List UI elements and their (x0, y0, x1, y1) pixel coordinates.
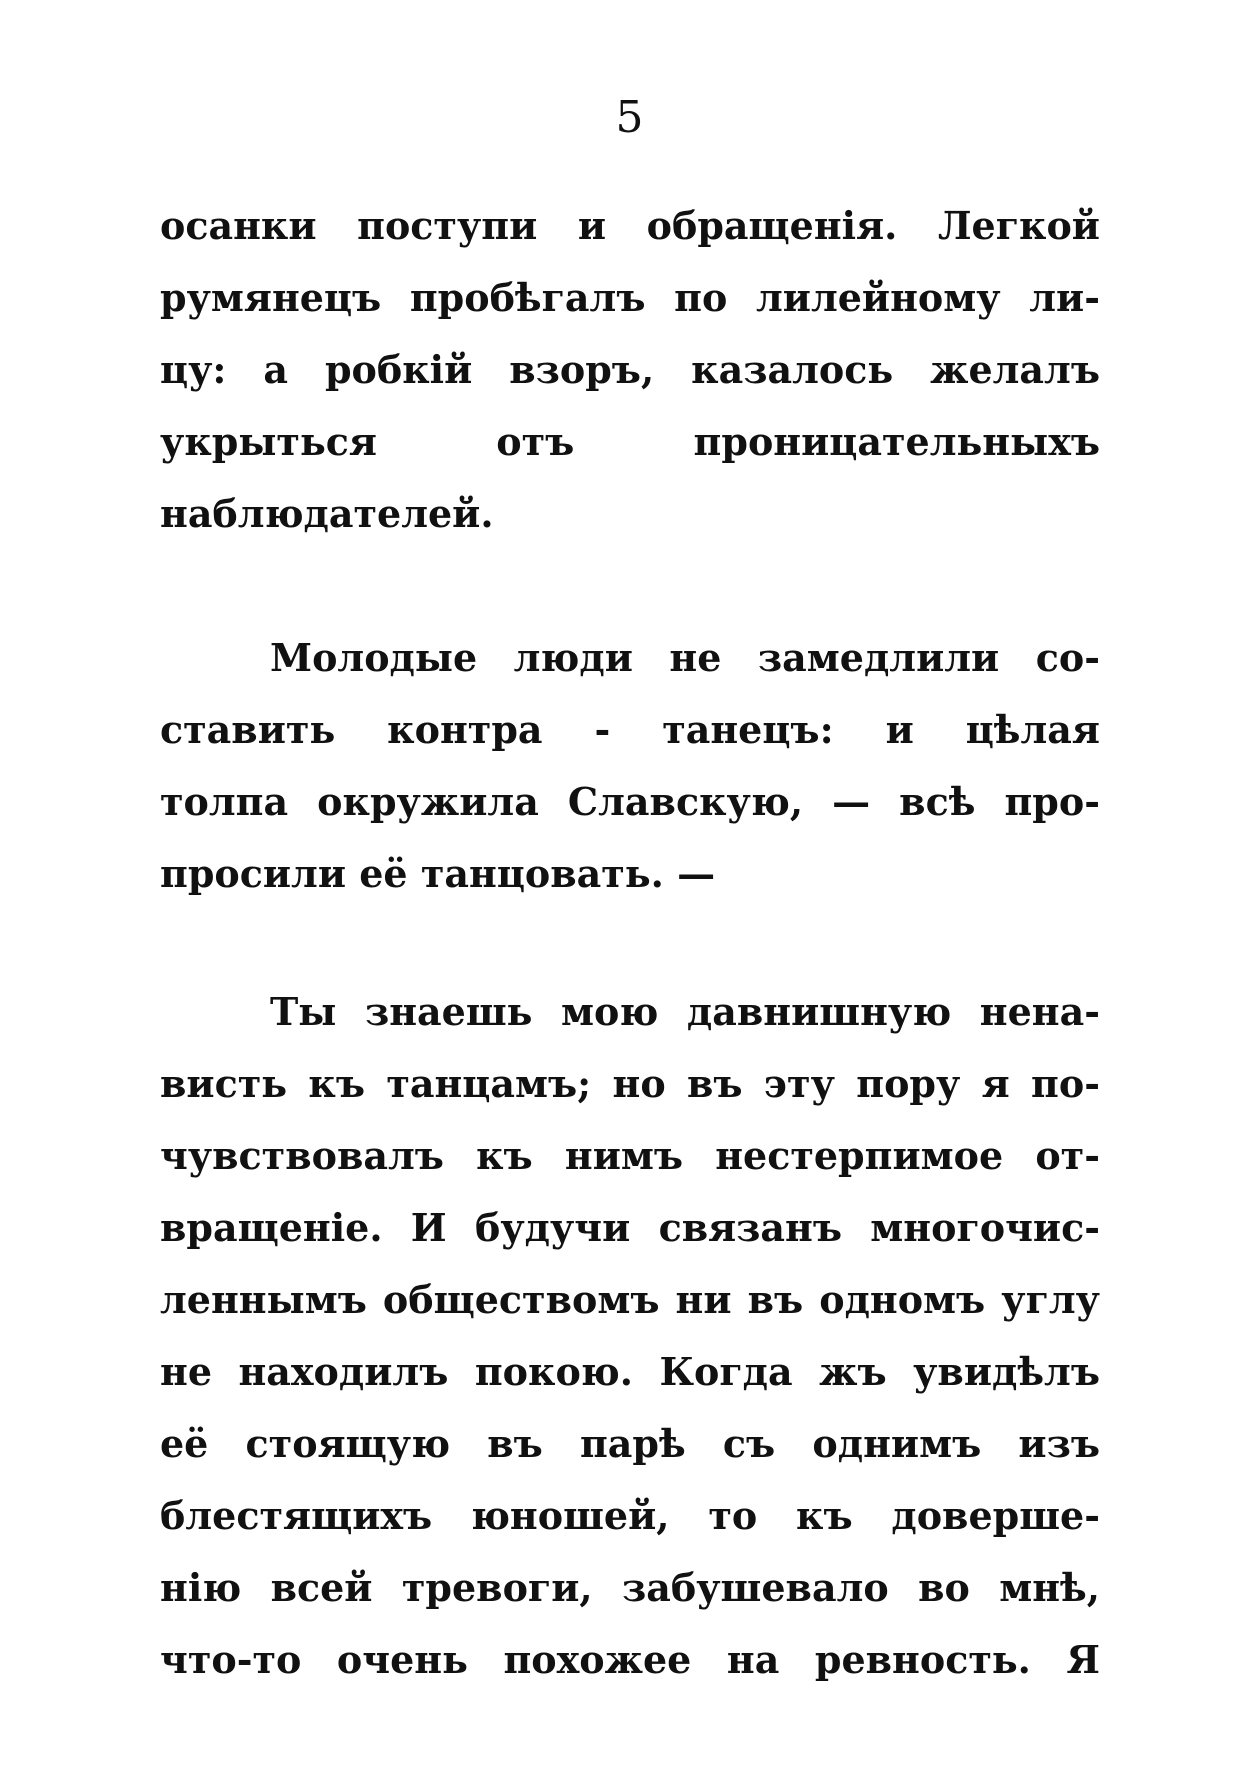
text-line: что-то очень похожее на ревность. Я (160, 1637, 1100, 1682)
text-line: блестящихъ юношей, то къ доверше- (160, 1493, 1100, 1538)
text-line: толпа окружила Славскую, — всѣ про- (160, 779, 1100, 824)
text-line: не находилъ покою. Когда жъ увидѣлъ (160, 1349, 1100, 1394)
text-line: осанки поступи и обращенія. Легкой (160, 203, 1100, 248)
text-line: просили её танцовать. — (160, 851, 716, 896)
text-line: Ты знаешь мою давнишную нена- (270, 989, 1100, 1034)
paragraph-1 (160, 190, 1100, 550)
text-line: леннымъ обществомъ ни въ одномъ углу (160, 1277, 1100, 1322)
paragraph-3 (160, 976, 1100, 1696)
text-line: наблюдателей. (160, 491, 494, 536)
text-line: нію всей тревоги, забушевало во мнѣ, (160, 1565, 1100, 1610)
page-number: 5 (615, 92, 644, 143)
text-line: вращеніе. И будучи связанъ многочис- (160, 1205, 1100, 1250)
text-line: ставить контра - танецъ: и цѣлая (160, 707, 1100, 752)
text-line: румянецъ пробѣгалъ по лилейному ли- (160, 275, 1100, 320)
text-line: висть къ танцамъ; но въ эту пору я по- (160, 1061, 1100, 1106)
text-line: цу: а робкій взоръ, казалось желалъ (160, 347, 1100, 392)
paragraph-2 (160, 622, 1100, 910)
text-line: её стоящую въ парѣ съ однимъ изъ (160, 1421, 1100, 1466)
text-line: чувствовалъ къ нимъ нестерпимое от- (160, 1133, 1100, 1178)
text-line: Молодые люди не замедлили со- (270, 635, 1100, 680)
text-line: укрыться отъ проницательныхъ (160, 419, 1100, 464)
